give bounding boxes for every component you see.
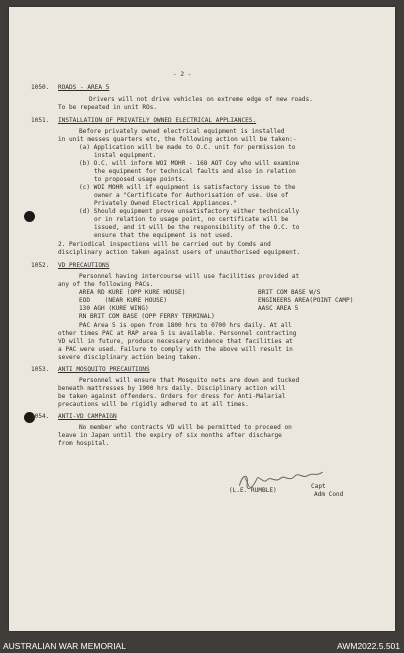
- paragraph-line: issued, and it will be the responsibility of the O.C. to: [94, 224, 300, 231]
- paragraph-line: (d) Should equipment prove unsatisfactory either technically: [79, 208, 300, 215]
- paragraph-line: Drivers will not drive vehicles on extreme edge of new roads.: [89, 96, 313, 103]
- paragraph-line: leave in Japan until the expiry of six months after discharge: [58, 432, 282, 439]
- punch-hole: [24, 211, 35, 222]
- paragraph-line: or in relation to usage point, no certificate will be: [94, 216, 289, 223]
- paragraph-line: Personnel will ensure that Mosquito nets are down and tucked: [79, 377, 300, 384]
- signatory-rank: Capt: [311, 483, 326, 490]
- paragraph-line: from hospital.: [58, 440, 110, 447]
- section-title: VD PRECAUTIONS: [58, 262, 110, 269]
- paragraph-line: other times PAC at RAP area 5 is available. Personnel contracting: [58, 330, 297, 337]
- pac-location: RN BRIT COM BASE (OPP FERRY TERMINAL): [79, 313, 215, 320]
- section-title: INSTALLATION OF PRIVATELY OWNED ELECTRICAL APPLIANCES.: [58, 117, 257, 124]
- paragraph-line: Personnel having intercourse will use facilities provided at: [79, 273, 300, 280]
- section-number: 1053.: [31, 366, 50, 373]
- page-number: - 2 -: [173, 71, 192, 78]
- paragraph-line: the equipment for technical faults and also in relation: [94, 168, 296, 175]
- section-title: ANTI-VD CAMPAIGN: [58, 413, 117, 420]
- footer-institution: AUSTRALIAN WAR MEMORIAL: [3, 641, 126, 651]
- paragraph-line: precautions will be rigidly adhered to at all times.: [58, 401, 249, 408]
- document-page: [9, 7, 395, 631]
- paragraph-line: (a) Application will be made to O.C. unit for permission to: [79, 144, 296, 151]
- section-number: 1054.: [31, 413, 50, 420]
- paragraph-line: ensure that the equipment is not used.: [94, 232, 234, 239]
- paragraph-line: (c) WOI MOHR will if equipment is satisfactory issue to the: [79, 184, 296, 191]
- paragraph-line: VD will in future, produce necessary evidence that facilities at: [58, 338, 293, 345]
- paragraph-line: severe disciplinary action being taken.: [58, 354, 202, 361]
- section-title: ROADS - AREA 5: [58, 84, 110, 91]
- paragraph-line: (b) O.C. will inform WOI MOHR - 168 AOT Coy who will examine: [79, 160, 300, 167]
- section-number: 1050.: [31, 84, 50, 91]
- paragraph-line: 2. Periodical inspections will be carried out by Comds and: [58, 241, 271, 248]
- signatory-name: (L.E. RUMBLE): [229, 487, 277, 494]
- paragraph-line: disciplinary action taken against users of unauthorised equipment.: [58, 249, 301, 256]
- paragraph-line: any of the following PACs.: [58, 281, 154, 288]
- paragraph-line: Privately Owned Electrical Appliances.": [94, 200, 238, 207]
- section-title: ANTI MOSQUITO PRECAUTIONS: [58, 366, 150, 373]
- pac-location: AREA RD KURE (OPP KURE HOUSE): [79, 289, 186, 296]
- paragraph-line: beneath mattresses by 1900 hrs daily. Disciplinary action will: [58, 385, 286, 392]
- paragraph-line: No member who contracts VD will be permitted to proceed on: [79, 424, 292, 431]
- paragraph-line: PAC Area 5 is open from 1800 hrs to 0700 hrs daily. At all: [79, 322, 292, 329]
- paragraph-line: a PAC were used. Failure to comply with the above will result in: [58, 346, 293, 353]
- pac-location: AASC AREA 5: [258, 305, 299, 312]
- pac-location: 130 AGH (KURE WING): [79, 305, 149, 312]
- paragraph-line: be taken against offenders. Orders for dress for Anti-Malarial: [58, 393, 286, 400]
- footer-accession-number: AWM2022.5.501: [337, 641, 400, 651]
- signatory-role: Adm Cond: [314, 491, 344, 498]
- pac-location: EOD (NEAR KURE HOUSE): [79, 297, 168, 304]
- paragraph-line: Before privately owned electrical equipment is installed: [79, 128, 285, 135]
- paragraph-line: To be repeated in unit ROs.: [58, 104, 158, 111]
- paragraph-line: in unit messes quarters etc, the following action will be taken:-: [58, 136, 297, 143]
- paragraph-line: instal equipment.: [94, 152, 157, 159]
- section-number: 1052.: [31, 262, 50, 269]
- pac-location: BRIT COM BASE W/S: [258, 289, 321, 296]
- paragraph-line: to proposed usage points.: [94, 176, 186, 183]
- pac-location: ENGINEERS AREA(POINT CAMP): [258, 297, 354, 304]
- section-number: 1051.: [31, 117, 50, 124]
- paragraph-line: owner a "Certificate for Authorisation of use. Use of: [94, 192, 289, 199]
- archive-footer: [0, 636, 404, 653]
